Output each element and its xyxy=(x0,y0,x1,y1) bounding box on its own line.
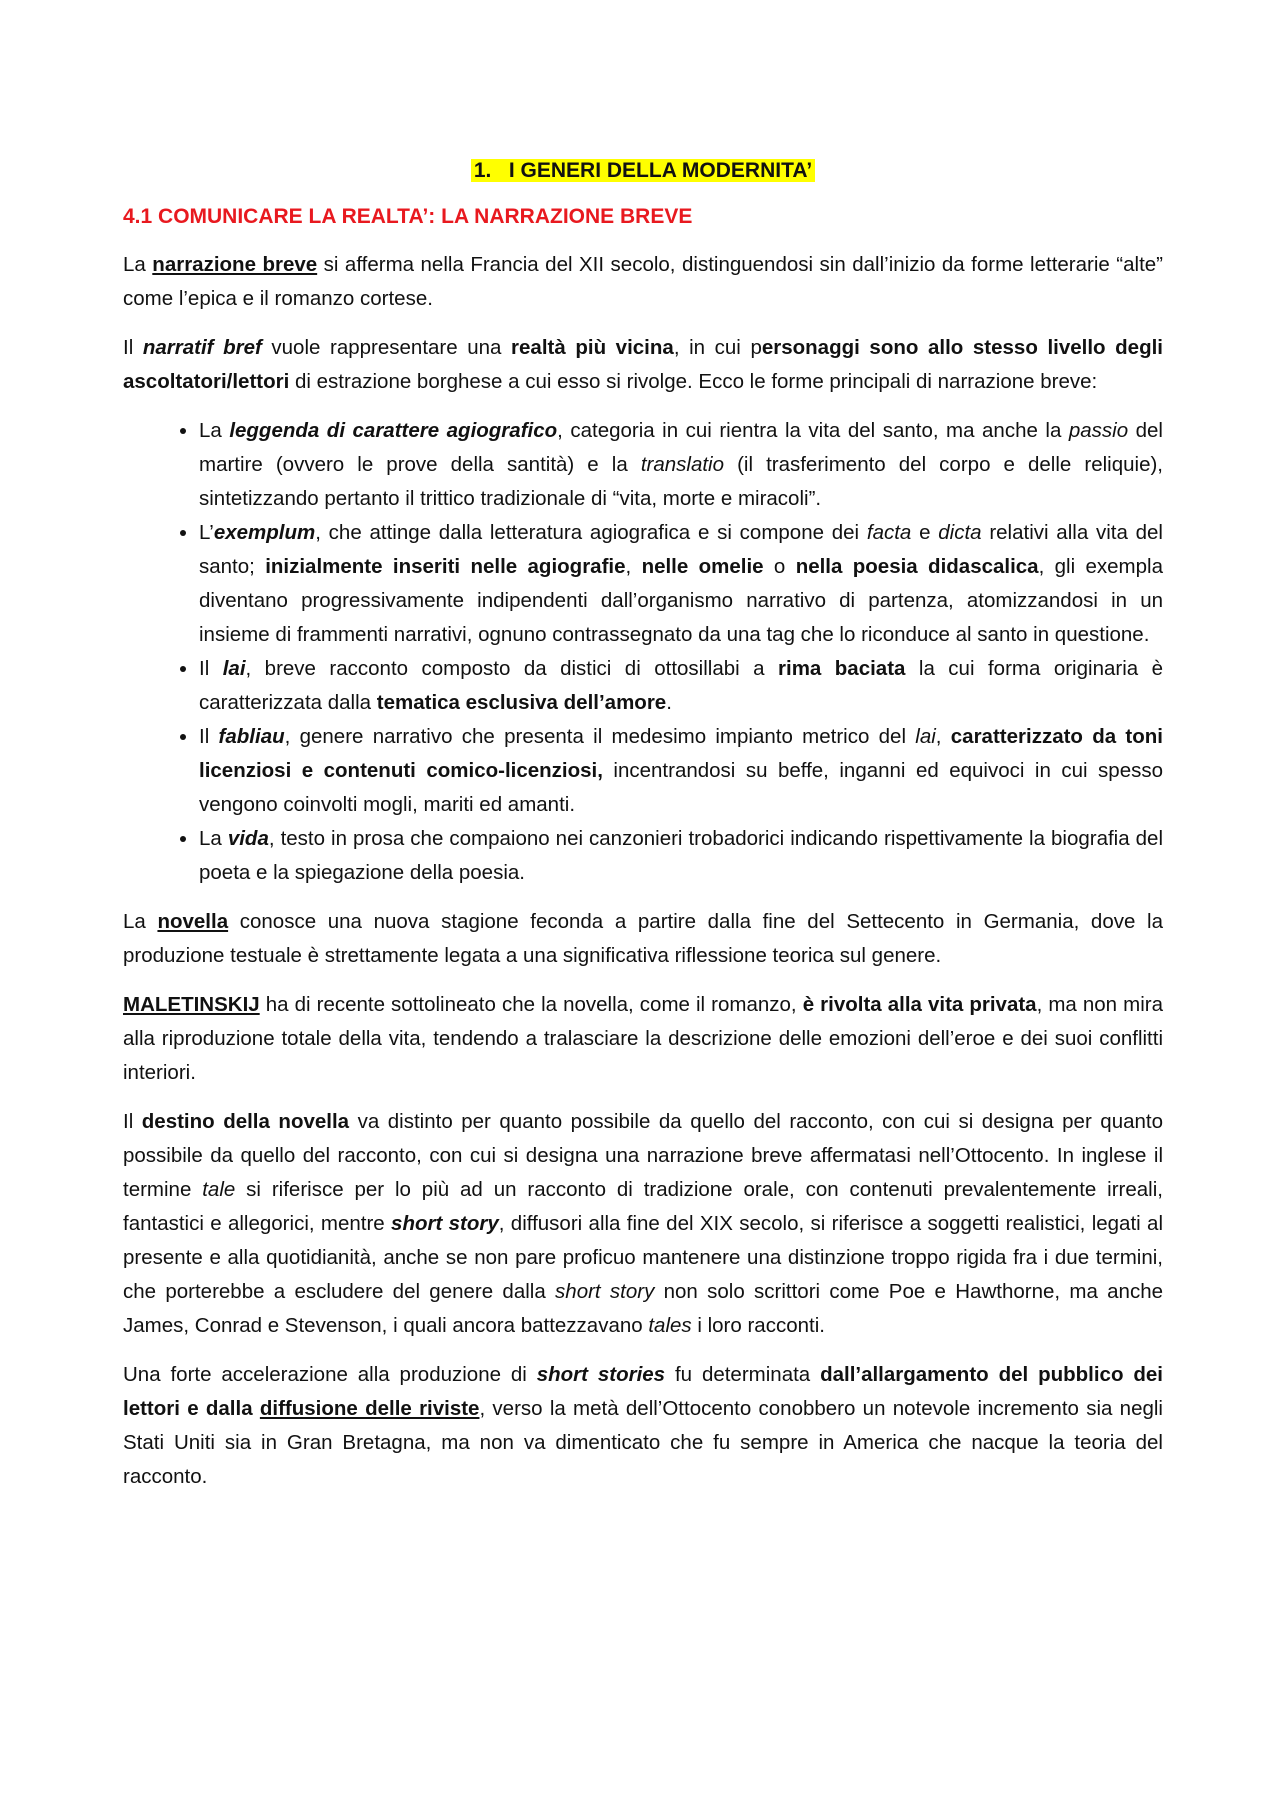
term-short-stories: short stories xyxy=(536,1363,666,1386)
emphasis-text: inizialmente inseriti nelle agiografie xyxy=(265,555,626,578)
author-maletinskij: MALETINSKIJ xyxy=(123,993,260,1016)
emphasis-text: è rivolta alla vita privata xyxy=(802,993,1037,1016)
forms-list xyxy=(123,414,1163,890)
text-run: , xyxy=(935,725,951,748)
text-run: , gli exempla diventano progressivamente indipendenti dall’organismo narrativo di partenza, atomizzandosi in un insieme di frammenti narrativi, ognuno contrassegnato da una tag che lo riconduce al santo in questione. xyxy=(199,555,1163,646)
chapter-title-highlight xyxy=(471,159,815,182)
section-title: 4.1 COMUNICARE LA REALTA’: LA NARRAZIONE BREVE xyxy=(123,205,693,228)
text-run: ha di recente sottolineato che la novella, come il romanzo, xyxy=(259,993,803,1016)
text-run: Il xyxy=(123,1110,142,1133)
chapter-title-text: I GENERI DELLA MODERNITA’ xyxy=(508,159,813,182)
text-run: del martire (ovvero le prove della santità) e la xyxy=(199,419,1163,476)
text-run: , breve racconto composto da distici di ottosillabi a xyxy=(245,657,779,680)
term-fabliau: fabliau xyxy=(218,725,285,748)
text-run: La xyxy=(199,419,230,442)
term-vida: vida xyxy=(227,827,269,850)
emphasis-text: dall’allargamento del pubblico dei lettori e dalla xyxy=(123,1363,1163,1420)
text-run: relativi alla vita del santo; xyxy=(199,521,1163,578)
text-run: L’ xyxy=(199,521,214,544)
term-narrazione-breve: narrazione breve xyxy=(152,253,318,276)
text-run: la cui forma originaria è caratterizzata dalla xyxy=(199,657,1164,714)
paragraph-destino-novella xyxy=(123,1105,1163,1343)
text-run: vuole rappresentare una xyxy=(261,336,512,359)
italic-term: dicta xyxy=(938,521,982,544)
text-run: di estrazione borghese a cui esso si rivolge. Ecco le forme principali di narrazione breve: xyxy=(289,370,1098,393)
italic-term: translatio xyxy=(640,453,724,476)
paragraph-novella xyxy=(123,905,1163,973)
text-run: i loro racconti. xyxy=(691,1314,825,1337)
italic-term: lai xyxy=(915,725,936,748)
text-run: , xyxy=(625,555,642,578)
emphasis-text: tematica esclusiva dell’amore xyxy=(376,691,667,714)
term-exemplum: exemplum xyxy=(213,521,316,544)
term-novella: novella xyxy=(157,910,229,933)
text-run: e xyxy=(911,521,939,544)
emphasis-text: rima baciata xyxy=(778,657,906,680)
term-leggenda: leggenda di carattere agiografico xyxy=(229,419,558,442)
text-run: , ma non mira alla riproduzione totale della vita, tendendo a tralasciare la descrizione delle emozioni dell’eroe e dei suoi conflitti interiori. xyxy=(123,993,1164,1084)
emphasis-text: nella poesia didascalica xyxy=(795,555,1039,578)
paragraph-narratif-bref xyxy=(123,331,1163,399)
term-narratif-bref: narratif bref xyxy=(142,336,262,359)
paragraph-maletinskij xyxy=(123,988,1163,1090)
text-run: La xyxy=(123,253,153,276)
emphasis-text: caratterizzato da toni licenziosi e contenuti comico-licenziosi, xyxy=(199,725,1163,782)
text-run: si riferisce per lo più ad un racconto di tradizione orale, con contenuti prevalentemente irreali, fantastici e allegorici, mentre xyxy=(123,1178,1163,1235)
text-run: conosce una nuova stagione feconda a partire dalla fine del Settecento in Germania, dove la produzione testuale è strettamente legata a una significativa riflessione teorica sul genere. xyxy=(123,910,1163,967)
term-lai: lai xyxy=(222,657,246,680)
text-run: Il xyxy=(199,657,223,680)
list-item-leggenda xyxy=(199,414,1163,516)
italic-term: facta xyxy=(866,521,912,544)
chapter-number: 1. xyxy=(473,159,492,182)
emphasis-text: destino della novella xyxy=(141,1110,350,1133)
italic-term: tales xyxy=(648,1314,692,1337)
emphasis-text: ersonaggi sono allo stesso livello degli ascoltatori/lettori xyxy=(123,336,1163,393)
text-run: La xyxy=(123,910,158,933)
text-run: Il xyxy=(199,725,219,748)
list-item-vida xyxy=(199,822,1163,890)
text-run: , in cui p xyxy=(673,336,762,359)
italic-term: tale xyxy=(202,1178,236,1201)
text-run: Una forte accelerazione alla produzione di xyxy=(123,1363,537,1386)
text-run: , testo in prosa che compaiono nei canzonieri trobadorici indicando rispettivamente la biografia del poeta e la spiegazione della poesia. xyxy=(199,827,1163,884)
list-item-fabliau xyxy=(199,720,1163,822)
emphasis-underlined: diffusione delle riviste xyxy=(259,1397,480,1420)
text-run: , verso la metà dell’Ottocento conobbero un notevole incremento sia negli Stati Uniti sia in Gran Bretagna, ma non va dimenticato che fu sempre in America che nacque la teoria del racconto. xyxy=(123,1397,1163,1488)
list-item-lai xyxy=(199,652,1163,720)
paragraph-short-stories xyxy=(123,1358,1163,1494)
text-run: , che attinge dalla letteratura agiografica e si compone dei xyxy=(315,521,867,544)
text-run: . xyxy=(666,691,672,714)
page-content xyxy=(123,156,1163,1509)
text-run: , diffusori alla fine del XIX secolo, si riferisce a soggetti realistici, legati al presente e alla quotidianità, anche se non pare proficuo mantenere una distinzione troppo rigida fra i due termini, che porterebbe a escludere del genere dalla xyxy=(123,1212,1164,1303)
text-run: , categoria in cui rientra la vita del santo, ma anche la xyxy=(557,419,1069,442)
chapter-title xyxy=(123,156,1163,186)
text-run: va distinto per quanto possibile da quello del racconto, con cui si designa per quanto possibile da quello del racconto, con cui si designa una narrazione breve affermatasi nell’Ottocento. In inglese il termine xyxy=(123,1110,1163,1201)
italic-term: passio xyxy=(1068,419,1129,442)
text-run: non solo scrittori come Poe e Hawthorne, ma anche James, Conrad e Stevenson, i quali ancora battezzavano xyxy=(123,1280,1163,1337)
emphasis-text: realtà più vicina xyxy=(511,336,674,359)
text-run: , genere narrativo che presenta il medesimo impianto metrico del xyxy=(284,725,916,748)
text-run: fu determinata xyxy=(665,1363,821,1386)
list-item-exemplum xyxy=(199,516,1163,652)
italic-term: short story xyxy=(555,1280,655,1303)
emphasis-text: nelle omelie xyxy=(641,555,764,578)
text-run: (il trasferimento del corpo e delle reliquie), sintetizzando pertanto il trittico tradizionale di “vita, morte e miracoli”. xyxy=(199,453,1163,510)
text-run: o xyxy=(763,555,796,578)
paragraph-narrazione-breve xyxy=(123,248,1163,316)
text-run: Il xyxy=(123,336,143,359)
text-run: La xyxy=(199,827,228,850)
text-run: incentrandosi su beffe, inganni ed equivoci in cui spesso vengono coinvolti mogli, mariti ed amanti. xyxy=(199,759,1163,816)
term-short-story: short story xyxy=(391,1212,499,1235)
text-run: si afferma nella Francia del XII secolo, distinguendosi sin dall’inizio da forme letterarie “alte” come l’epica e il romanzo cortese. xyxy=(123,253,1163,310)
